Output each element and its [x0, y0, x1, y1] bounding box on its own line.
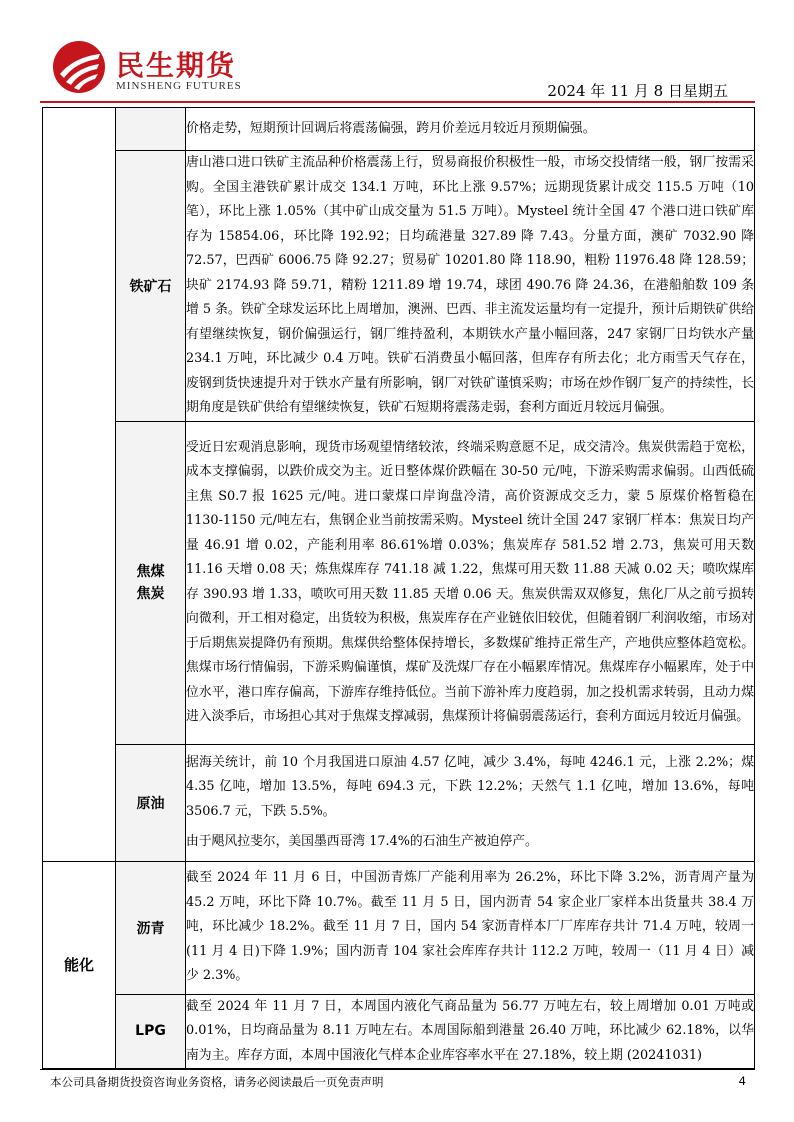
- category-cell-blank: [43, 108, 116, 862]
- commentary-paragraph: 截至 2024 年 11 月 7 日，本周国内液化气商品量为 56.77 万吨左右，较上周增加 0.01 万吨或 0.01%，日均商品量为 8.11 万吨左右。本周国际船到港量 26.40 万吨，环比减少 62.18%，以华南为主。库存方面，本周中国液化气样本企业库容率水平在 27.18%，较上期 (20241031): [186, 998, 754, 1063]
- brand-name-en: MINSHENG FUTURES: [116, 80, 242, 92]
- iron-ore-commentary: [186, 151, 755, 422]
- page-number: 4: [738, 1074, 746, 1088]
- subcategory-label: 铁矿石: [129, 278, 172, 295]
- category-label: 能化: [63, 956, 94, 975]
- subcategory-label: 原油: [136, 795, 165, 812]
- commodity-commentary-table: [42, 107, 755, 1069]
- table-row: [43, 108, 755, 151]
- subcategory-crude-oil: [116, 744, 186, 861]
- page-header: [0, 0, 794, 108]
- brand-name-cn: 民生期货: [116, 49, 237, 82]
- table-row: [43, 861, 755, 994]
- coke-commentary: [186, 421, 755, 744]
- lpg-commentary: [186, 994, 755, 1069]
- commentary-paragraph: 由于飓风拉斐尔，美国墨西哥湾 17.4%的石油生产被迫停产。: [186, 834, 538, 849]
- report-date: 2024 年 11 月 8 日星期五: [547, 82, 728, 100]
- commentary-paragraph: 据海关统计，前 10 个月我国进口原油 4.57 亿吨，减少 3.4%，每吨 4246.1 元，上涨 2.2%；煤 4.35 亿吨，增加 13.5%，每吨 694.3 元，下跌 12.2%；天然气 1.1 亿吨，增加 13.6%，每吨 3506.7 元，下跌 5.5%。: [186, 754, 754, 819]
- commentary-paragraph: 价格走势，短期预计回调后将震荡偏强，跨月价差远月较近月预期偏强。: [186, 120, 596, 136]
- subcategory-iron-ore: [116, 151, 186, 422]
- asphalt-commentary: [186, 861, 755, 994]
- disclaimer-note: 本公司具备期货投资咨询业务资格，请务必阅读最后一页免责声明: [50, 1075, 384, 1089]
- subcategory-label: LPG: [135, 1023, 166, 1040]
- table-row: [43, 994, 755, 1069]
- commentary-paragraph: 受近日宏观消息影响，现货市场观望情绪较浓，终端采购意愿不足，成交清冷。焦炭供需趋于宽松，成本支撑偏弱，以跌价成交为主。近日整体煤价跌幅在 30-50 元/吨，下游采购需求偏弱。山西低硫主焦 S0.7 报 1625 元/吨。进口蒙煤口岸询盘冷清，高价资源成交乏力，蒙 5 原煤价格暂稳在 1130-1150 元/吨左右，焦钢企业当前按需采购。Mysteel 统计全国 247 家钢厂样本：焦炭日均产量 46.91 增 0.02，产能利用率 86.61%增 0.03%；焦炭库存 581.52 增 2.73，焦炭可用天数 11.16 天增 0.08 天；炼焦煤库存 741.18 减 1.22，焦煤可用天数 11.88 天减 0.02 天；喷吹煤库存 390.93 增 1.33，喷吹可用天数 11.85 天增 0.06 天。焦炭供需双双修复，焦化厂从之前亏损转向微利，开工相对稳定，出货较为积极，焦炭库存在产业链依旧较优，但随着钢厂利润收缩，市场对于后期焦炭提降仍有预期。焦煤供给整体保持增长，多数煤矿维持正常生产，产地供应整体趋宽松。焦煤市场行情偏弱，下游采购偏谨慎，煤矿及洗煤厂存在小幅累库情况。焦煤库存小幅累库，处于中位水平，港口库存偏高，下游库存维持低位。当前下游补库力度趋弱，加之投机需求转弱，且动力煤进入淡季后，市场担心其对于焦煤支撑减弱，焦煤预计将偏弱震荡运行，套利方面远月较近月偏强。: [186, 439, 754, 724]
- table-row: [43, 151, 755, 422]
- subcategory-label: 焦煤: [136, 563, 165, 580]
- category-energy-chemicals: [43, 861, 116, 1069]
- subcategory-asphalt: [116, 861, 186, 994]
- subcategory-lpg: [116, 994, 186, 1069]
- subcategory-label: 沥青: [136, 920, 165, 937]
- header-divider: [40, 101, 755, 103]
- subcategory-label: 焦炭: [136, 585, 165, 602]
- minsheng-logo-icon: [52, 40, 106, 94]
- table-row: [43, 744, 755, 861]
- crude-commentary: [186, 744, 755, 861]
- subcategory-cell-blank: [116, 108, 186, 151]
- commentary-paragraph: 截至 2024 年 11 月 6 日，中国沥青炼厂产能利用率为 26.2%，环比下降 3.2%，沥青周产量为 45.2 万吨，环比下降 10.7%。截至 11 月 5 日，国内沥青 54 家企业厂家样本出货量共 38.4 万吨，环比减少 18.2%。截至 11 月 7 日，国内 54 家沥青样本厂厂库库存共计 71.4 万吨，较周一(11 月 4 日)下降 1.9%；国内沥青 104 家社会库库存共计 112.2 万吨，较周一（11 月 4 日）减少 2.3%。: [186, 870, 754, 984]
- table-row: [43, 421, 755, 744]
- footer-divider: [40, 1069, 755, 1070]
- commentary-paragraph: 唐山港口进口铁矿主流品种价格震荡上行，贸易商报价积极性一般，市场交投情绪一般，钢厂按需采购。全国主港铁矿累计成交 134.1 万吨，环比上涨 9.57%；远期现货累计成交 115.5 万吨（10 笔），环比上涨 1.05%（其中矿山成交量为 51.5 万吨）。Mysteel 统计全国 47 个港口进口铁矿库存为 15854.06，环比降 192.92；日均疏港量 327.89 降 7.43。分量方面，澳矿 7032.90 降 72.57，巴西矿 6006.75 降 92.27；贸易矿 10201.80 降 118.90，粗粉 11976.48 降 128.59；块矿 2174.93 降 59.71，精粉 1211.89 增 19.74，球团 490.76 降 24.36，在港船舶数 109 条增 5 条。铁矿全球发运环比上周增加，澳洲、巴西、非主流发运量均有一定提升，预计后期铁矿供给有望继续恢复，钢价偏强运行，钢厂维持盈利，本期铁水产量小幅回落，247 家钢厂日均铁水产量 234.1 万吨，环比减少 0.4 万吨。铁矿石消费虽小幅回落，但库存有所去化；北方雨雪天气存在，废钢到货快速提升对于铁水产量有所影响，钢厂对铁矿谨慎采购；市场在炒作钢厂复产的持续性，长期角度是铁矿供给有望继续恢复，铁矿石短期将震荡走弱，套利方面近月较远月偏强。: [186, 155, 754, 415]
- continuation-commentary: [186, 108, 755, 151]
- subcategory-coking-coal-coke: [116, 421, 186, 744]
